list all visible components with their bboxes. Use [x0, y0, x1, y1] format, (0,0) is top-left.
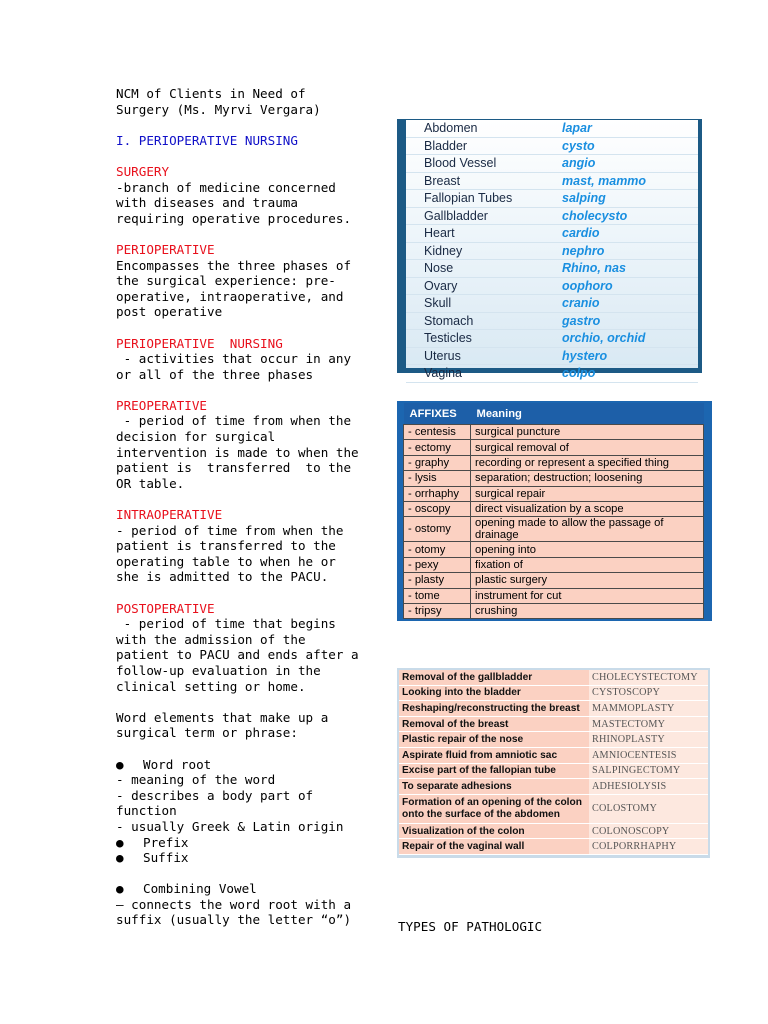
body-part-row-cell: Breast	[406, 172, 552, 190]
bullet-label: Suffix	[143, 850, 189, 866]
affix-row	[404, 542, 704, 557]
affix-row-cell: opening into	[471, 542, 704, 557]
procedure-row-cell: MASTECTOMY	[589, 716, 708, 732]
affixes-table-image	[397, 401, 712, 621]
body-part-row-cell: nephro	[552, 242, 698, 260]
procedure-row-cell: COLPORRHAPHY	[589, 839, 708, 855]
body-part-row-cell: colpo	[552, 365, 698, 383]
body-part-row-cell: Gallbladder	[406, 207, 552, 225]
meaning-header: Meaning	[471, 403, 704, 425]
periop-nursing-text: or all of the three phases	[116, 366, 314, 382]
bullet-suffix	[116, 850, 384, 866]
intraop-text: operating table to when he or	[116, 553, 336, 569]
preop-text: patient is transferred to the	[116, 460, 352, 476]
procedure-table	[399, 670, 708, 855]
periop-heading: PERIOPERATIVE	[116, 241, 215, 257]
combining-text: suffix (usually the letter “o”)	[116, 912, 352, 928]
body-part-row-cell: cysto	[552, 137, 698, 155]
affix-row-cell: - otomy	[404, 542, 471, 557]
body-part-row	[406, 330, 698, 348]
body-part-row	[406, 365, 698, 383]
procedure-row-cell: COLONOSCOPY	[589, 823, 708, 839]
affix-row	[404, 440, 704, 455]
word-root-text: - meaning of the word	[116, 772, 276, 788]
affix-row-cell: - plasty	[404, 573, 471, 588]
affix-row	[404, 557, 704, 572]
postop-text: with the admission of the	[116, 631, 306, 647]
postop-text: clinical setting or home.	[116, 678, 306, 694]
body-part-row	[406, 260, 698, 278]
bullet-dot-icon: ●	[116, 834, 124, 850]
body-part-row-cell: Stomach	[406, 312, 552, 330]
procedure-row	[399, 701, 708, 717]
body-part-row-cell: angio	[552, 155, 698, 173]
postop-text: follow-up evaluation in the	[116, 662, 321, 678]
preop-text: OR table.	[116, 475, 185, 491]
procedure-row	[399, 685, 708, 701]
body-part-row	[406, 225, 698, 243]
affix-row-cell: - centesis	[404, 425, 471, 440]
section-heading: I. PERIOPERATIVE NURSING	[116, 132, 298, 148]
surgery-text: requiring operative procedures.	[116, 210, 352, 226]
procedure-row-cell: Removal of the gallbladder	[399, 670, 589, 685]
affix-row-cell: - graphy	[404, 455, 471, 470]
body-part-row-cell: Bladder	[406, 137, 552, 155]
body-part-row-cell: Blood Vessel	[406, 155, 552, 173]
body-part-row-cell: Testicles	[406, 330, 552, 348]
body-part-row	[406, 277, 698, 295]
pathologic-types-title: TYPES OF PATHOLOGIC	[398, 919, 543, 934]
procedure-row-cell: CHOLECYSTECTOMY	[589, 670, 708, 685]
bullet-dot-icon: ●	[116, 881, 124, 897]
body-part-row-cell: Abdomen	[406, 120, 552, 137]
procedure-row-cell: Plastic repair of the nose	[399, 732, 589, 748]
affix-row-cell: fixation of	[471, 557, 704, 572]
intraop-heading: INTRAOPERATIVE	[116, 507, 223, 523]
affix-row-cell: - lysis	[404, 471, 471, 486]
procedure-row-cell: MAMMOPLASTY	[589, 701, 708, 717]
affix-row-cell: separation; destruction; loosening	[471, 471, 704, 486]
affix-row	[404, 425, 704, 440]
body-part-row-cell: mast, mammo	[552, 172, 698, 190]
body-part-row-cell: Kidney	[406, 242, 552, 260]
procedure-row	[399, 732, 708, 748]
postop-text: - period of time that begins	[116, 616, 336, 632]
procedure-table-image	[397, 668, 710, 858]
body-part-row	[406, 120, 698, 137]
body-part-row	[406, 155, 698, 173]
body-part-row-cell: salping	[552, 190, 698, 208]
intraop-text: patient is transferred to the	[116, 538, 336, 554]
affixes-table	[403, 403, 704, 619]
affix-row-cell: - ostomy	[404, 517, 471, 542]
affix-row-cell: - orrhaphy	[404, 486, 471, 501]
body-part-row	[406, 347, 698, 365]
body-part-row	[406, 207, 698, 225]
notes-column	[116, 86, 384, 928]
affix-row	[404, 573, 704, 588]
surgery-heading: SURGERY	[116, 163, 170, 179]
procedure-row-cell: Removal of the breast	[399, 716, 589, 732]
word-root-text: function	[116, 803, 177, 819]
procedure-row-cell: Formation of an opening of the colon onto the surface of the abdomen	[399, 794, 589, 823]
procedure-row-cell: Excise part of the fallopian tube	[399, 763, 589, 779]
intraop-text: - period of time from when the	[116, 522, 344, 538]
body-part-row-cell: oophoro	[552, 277, 698, 295]
body-part-row	[406, 312, 698, 330]
periop-text: the surgical experience: pre-	[116, 273, 336, 289]
bullet-dot-icon: ●	[116, 756, 124, 772]
body-part-row-cell: lapar	[552, 120, 698, 137]
body-part-row	[406, 295, 698, 313]
procedure-row	[399, 747, 708, 763]
word-elements-text: surgical term or phrase:	[116, 725, 298, 741]
doc-title-line2: Surgery (Ms. Myrvi Vergara)	[116, 101, 321, 117]
combining-text: – connects the word root with a	[116, 896, 352, 912]
body-part-row-cell: cranio	[552, 295, 698, 313]
procedure-row-cell: SALPINGECTOMY	[589, 763, 708, 779]
preop-heading: PREOPERATIVE	[116, 397, 207, 413]
affix-row-cell: surgical removal of	[471, 440, 704, 455]
affix-row-cell: instrument for cut	[471, 588, 704, 603]
procedure-row-cell: ADHESIOLYSIS	[589, 779, 708, 795]
periop-text: Encompasses the three phases of	[116, 257, 352, 273]
procedure-row	[399, 779, 708, 795]
bullet-prefix	[116, 835, 384, 851]
body-part-row-cell: hystero	[552, 347, 698, 365]
bullet-label: Word root	[143, 756, 212, 772]
body-part-row-cell: Heart	[406, 225, 552, 243]
affix-row	[404, 501, 704, 516]
body-part-row-cell: Nose	[406, 260, 552, 278]
procedure-row-cell: Reshaping/reconstructing the breast	[399, 701, 589, 717]
bullet-label: Prefix	[143, 834, 189, 850]
bullet-combining-vowel	[116, 881, 384, 897]
body-part-row-cell: Rhino, nas	[552, 260, 698, 278]
bullet-word-root	[116, 757, 384, 773]
bullet-dot-icon: ●	[116, 850, 124, 866]
affix-row-cell: direct visualization by a scope	[471, 501, 704, 516]
body-part-row	[406, 172, 698, 190]
affix-row	[404, 517, 704, 542]
affix-row-cell: surgical repair	[471, 486, 704, 501]
preop-text: decision for surgical	[116, 429, 276, 445]
body-part-row-cell: gastro	[552, 312, 698, 330]
periop-nursing-text: - activities that occur in any	[116, 351, 352, 367]
affix-row-cell: crushing	[471, 603, 704, 618]
word-root-text: - describes a body part of	[116, 787, 314, 803]
affix-row-cell: plastic surgery	[471, 573, 704, 588]
affix-row-cell: - tripsy	[404, 603, 471, 618]
affix-row	[404, 486, 704, 501]
body-part-row-cell: Skull	[406, 295, 552, 313]
procedure-row-cell: Repair of the vaginal wall	[399, 839, 589, 855]
body-part-row-cell: Uterus	[406, 347, 552, 365]
procedure-row-cell: Visualization of the colon	[399, 823, 589, 839]
affix-row-cell: recording or represent a specified thing	[471, 455, 704, 470]
body-part-row-cell: orchio, orchid	[552, 330, 698, 348]
procedure-row	[399, 823, 708, 839]
body-part-row	[406, 137, 698, 155]
procedure-row-cell: To separate adhesions	[399, 779, 589, 795]
procedure-row	[399, 794, 708, 823]
postop-heading: POSTOPERATIVE	[116, 600, 215, 616]
surgery-text: with diseases and trauma	[116, 195, 298, 211]
affix-row	[404, 455, 704, 470]
doc-title-line1: NCM of Clients in Need of	[116, 86, 306, 101]
procedure-row-cell: Aspirate fluid from amniotic sac	[399, 747, 589, 763]
intraop-text: she is admitted to the PACU.	[116, 569, 329, 585]
bullet-label: Combining Vowel	[143, 881, 257, 897]
preop-text: - period of time from when the	[116, 413, 352, 429]
body-part-row-cell: Vagina	[406, 365, 552, 383]
affix-row-cell: - tome	[404, 588, 471, 603]
body-part-table-image	[397, 119, 702, 381]
body-part-table	[406, 120, 698, 383]
affix-row-cell: opening made to allow the passage of drainage	[471, 517, 704, 542]
body-part-row-cell: Ovary	[406, 277, 552, 295]
affix-row-cell: - ectomy	[404, 440, 471, 455]
procedure-row-cell: CYSTOSCOPY	[589, 685, 708, 701]
procedure-row	[399, 839, 708, 855]
affix-row-cell: - pexy	[404, 557, 471, 572]
affixes-header: AFFIXES	[404, 403, 471, 425]
body-part-row	[406, 242, 698, 260]
procedure-row-cell: COLOSTOMY	[589, 794, 708, 823]
body-part-row	[406, 190, 698, 208]
periop-text: post operative	[116, 304, 223, 320]
body-part-row-cell: Fallopian Tubes	[406, 190, 552, 208]
preop-text: intervention is made to when the	[116, 444, 359, 460]
affix-row	[404, 603, 704, 618]
body-part-row-cell: cholecysto	[552, 207, 698, 225]
postop-text: patient to PACU and ends after a	[116, 647, 359, 663]
periop-text: operative, intraoperative, and	[116, 288, 344, 304]
surgery-text: -branch of medicine concerned	[116, 179, 336, 195]
procedure-row	[399, 763, 708, 779]
procedure-row	[399, 716, 708, 732]
word-elements-text: Word elements that make up a	[116, 709, 329, 725]
word-root-text: - usually Greek & Latin origin	[116, 818, 344, 834]
procedure-row-cell: RHINOPLASTY	[589, 732, 708, 748]
affix-row	[404, 588, 704, 603]
procedure-row-cell: AMNIOCENTESIS	[589, 747, 708, 763]
procedure-row	[399, 670, 708, 685]
affix-row-cell: - oscopy	[404, 501, 471, 516]
body-part-row-cell: cardio	[552, 225, 698, 243]
affix-row	[404, 471, 704, 486]
procedure-row-cell: Looking into the bladder	[399, 685, 589, 701]
periop-nursing-heading: PERIOPERATIVE NURSING	[116, 335, 283, 351]
affix-row-cell: surgical puncture	[471, 425, 704, 440]
